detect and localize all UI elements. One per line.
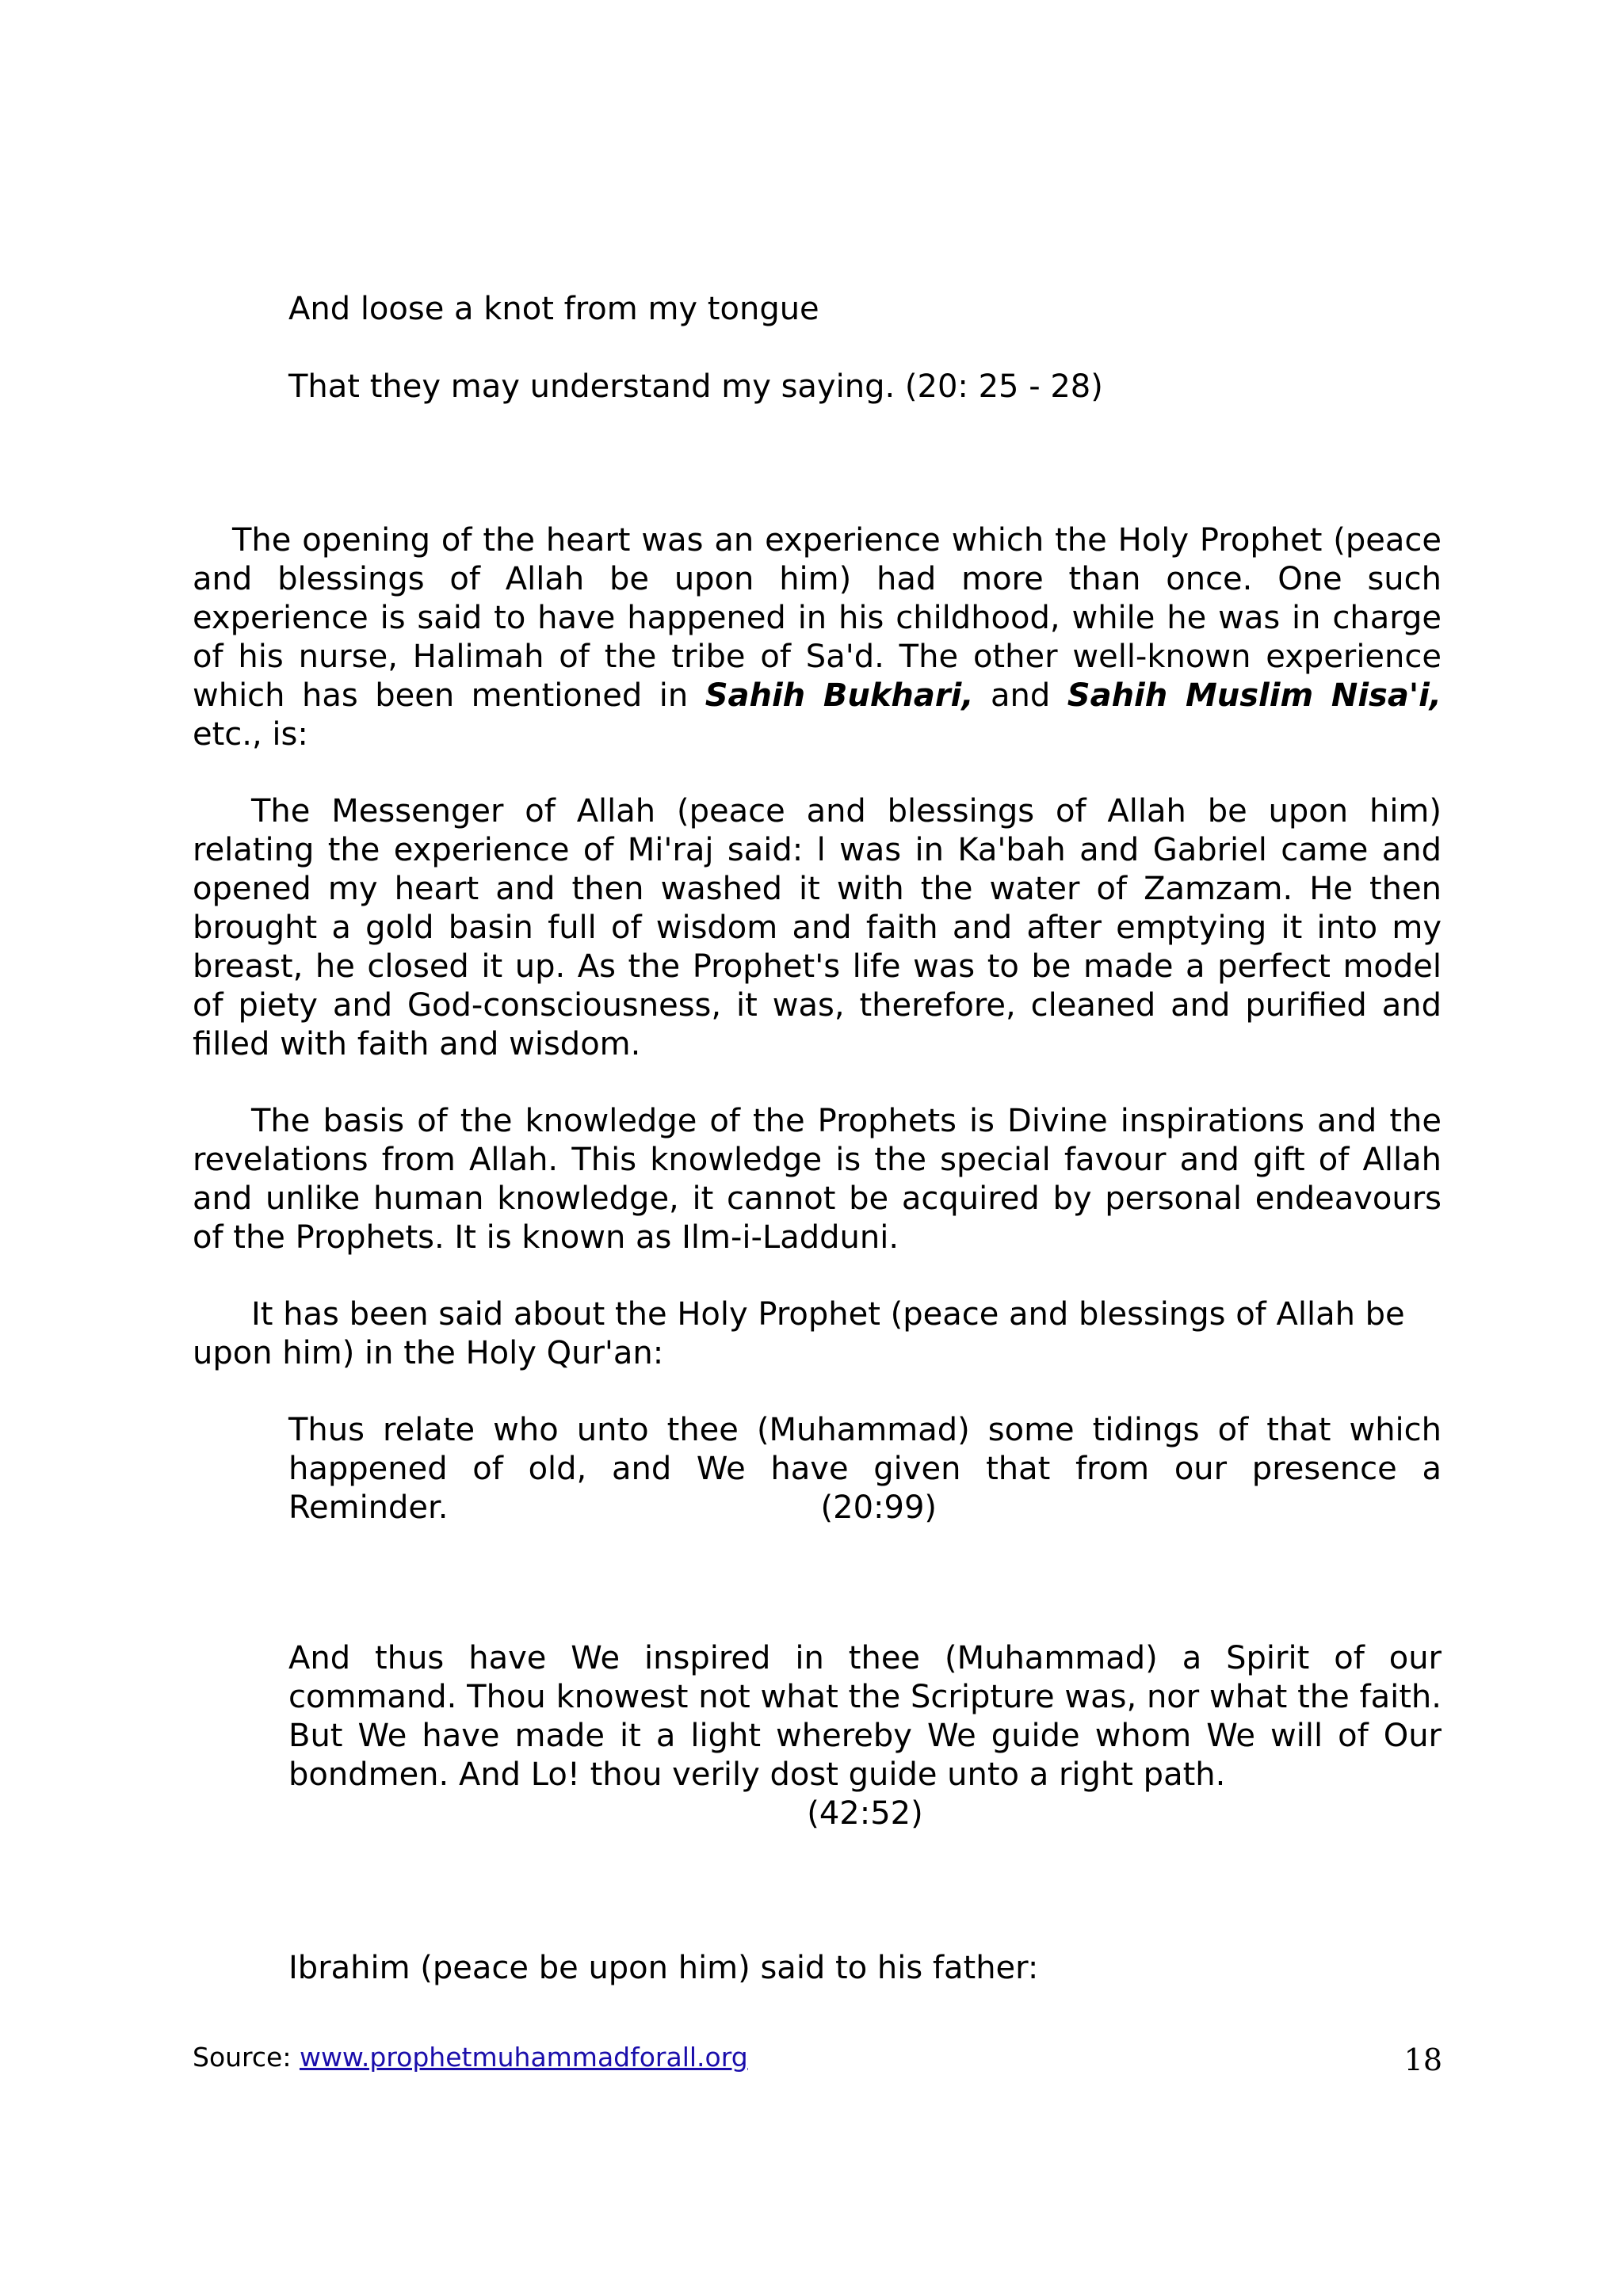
page-number: 18 — [1403, 2042, 1442, 2077]
paragraph-opening-of-heart — [193, 521, 1442, 754]
paragraph-miraj: The Messenger of Allah (peace and blessings of Allah be upon him) relating the experience of Mi'raj said: l was in Ka'bah and Gabriel came and opened my heart and then washed it with the water of Zamzam. He then brought a gold basin full of wisdom and faith and after emptying it into my breast, he closed it up. As the Prophet's life was to be made a perfect model of piety and God-consciousness, it was, therefore, cleaned and purified and filled with faith and wisdom. — [193, 793, 1442, 1062]
verse-line-1: And loose a knot from my tongue — [288, 291, 819, 327]
source-label: Source: — [193, 2042, 300, 2073]
source-link[interactable]: www.prophetmuhammadforall.org — [299, 2042, 748, 2073]
verse-text: Thus relate who unto thee (Muhammad) some tidings of that which happened of old, and We have given that from our presence a Reminder. — [288, 1412, 1442, 1526]
paragraph-text: and — [973, 677, 1067, 714]
quran-verse-42-52 — [288, 1639, 1442, 1833]
footer-source — [193, 2042, 748, 2073]
paragraph-text: The opening of the heart was an experience which the Holy Prophet (peace and blessings of Allah be upon him) had more than once. One such experience is said to have happened in his childhood, while he was in charge of his nurse, Halimah of the tribe of Sa'd. The other well-known experience which has been mentioned in — [193, 522, 1442, 714]
paragraph-knowledge-of-prophets: The basis of the knowledge of the Prophets is Divine inspirations and the revelations from Allah. This knowledge is the special favour and gift of Allah and unlike human knowledge, it cannot be acquired by personal endeavours of the Prophets. It is known as Ilm-i-Ladduni. — [193, 1103, 1442, 1256]
verse-line-2: That they may understand my saying. (20: 25 - 28) — [288, 368, 1103, 405]
paragraph-text: etc., is: — [193, 716, 308, 753]
verse-reference: (20:99) — [820, 1489, 938, 1526]
quran-verse-20-99 — [288, 1411, 1442, 1527]
paragraph-ibrahim: Ibrahim (peace be upon him) said to his father: — [288, 1950, 1039, 1986]
source-citation: Sahih Bukhari, — [705, 677, 974, 714]
paragraph-holy-quran-intro: It has been said about the Holy Prophet (peace and blessings of Allah be upon him) in the Holy Qur'an: — [193, 1296, 1405, 1371]
source-citation: Sahih Muslim Nisa'i, — [1067, 677, 1442, 714]
verse-reference: (42:52) — [807, 1795, 923, 1832]
verse-text: And thus have We inspired in thee (Muhammad) a Spirit of our command. Thou knowest not what the Scripture was, nor what the faith. But We have made it a light whereby We guide whom We will of Our bondmen. And Lo! thou verily dost guide unto a right path. — [288, 1640, 1442, 1793]
